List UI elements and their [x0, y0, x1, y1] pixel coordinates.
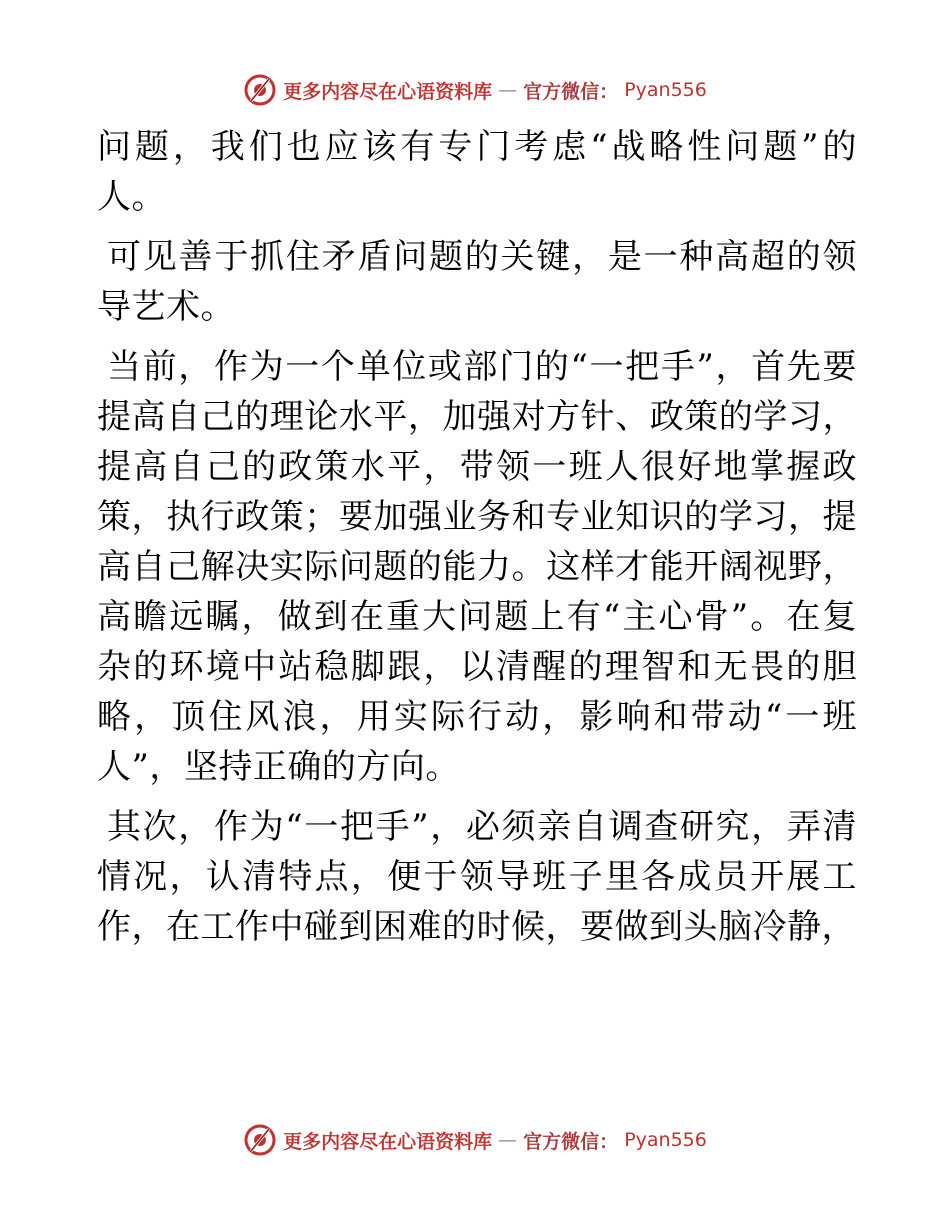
paragraph-2: 可见善于抓住矛盾问题的关键，是一种高超的领导艺术。: [97, 237, 857, 327]
banner-title: 更多内容尽在心语资料库: [283, 80, 493, 103]
footer-banner: [0, 1120, 950, 1160]
banner-separator: —: [498, 79, 518, 101]
banner-wechat-id: Pyan556: [624, 1129, 707, 1151]
banner-wechat-id: Pyan556: [624, 79, 707, 101]
paragraph-1: 问题，我们也应该有专门考虑“战略性问题”的人。: [97, 127, 857, 217]
banner-wechat-label: 官方微信：: [523, 1130, 619, 1153]
logo-icon: [243, 1123, 277, 1157]
banner-wechat-label: 官方微信：: [523, 80, 619, 103]
paragraph-4: 其次，作为“一把手”，必须亲自调查研究，弄清情况，认清特点，便于领导班子里各成员开展工作，在工作中碰到困难的时候，要做到头脑冷静，: [97, 807, 857, 947]
banner-title: 更多内容尽在心语资料库: [283, 1130, 493, 1153]
document-body: [97, 122, 857, 962]
logo-icon: [243, 73, 277, 107]
header-banner: [0, 70, 950, 110]
paragraph-3: 当前，作为一个单位或部门的“一把手”，首先要提高自己的理论水平，加强对方针、政策的学习，提高自己的政策水平，带领一班人很好地掌握政策，执行政策；要加强业务和专业知识的学习，提高自己解决实际问题的能力。这样才能开阔视野，高瞻远瞩，做到在重大问题上有“主心骨”。在复杂的环境中站稳脚跟，以清醒的理智和无畏的胆略，顶住风浪，用实际行动，影响和带动“一班人”，坚持正确的方向。: [97, 347, 857, 787]
banner-separator: —: [498, 1129, 518, 1151]
